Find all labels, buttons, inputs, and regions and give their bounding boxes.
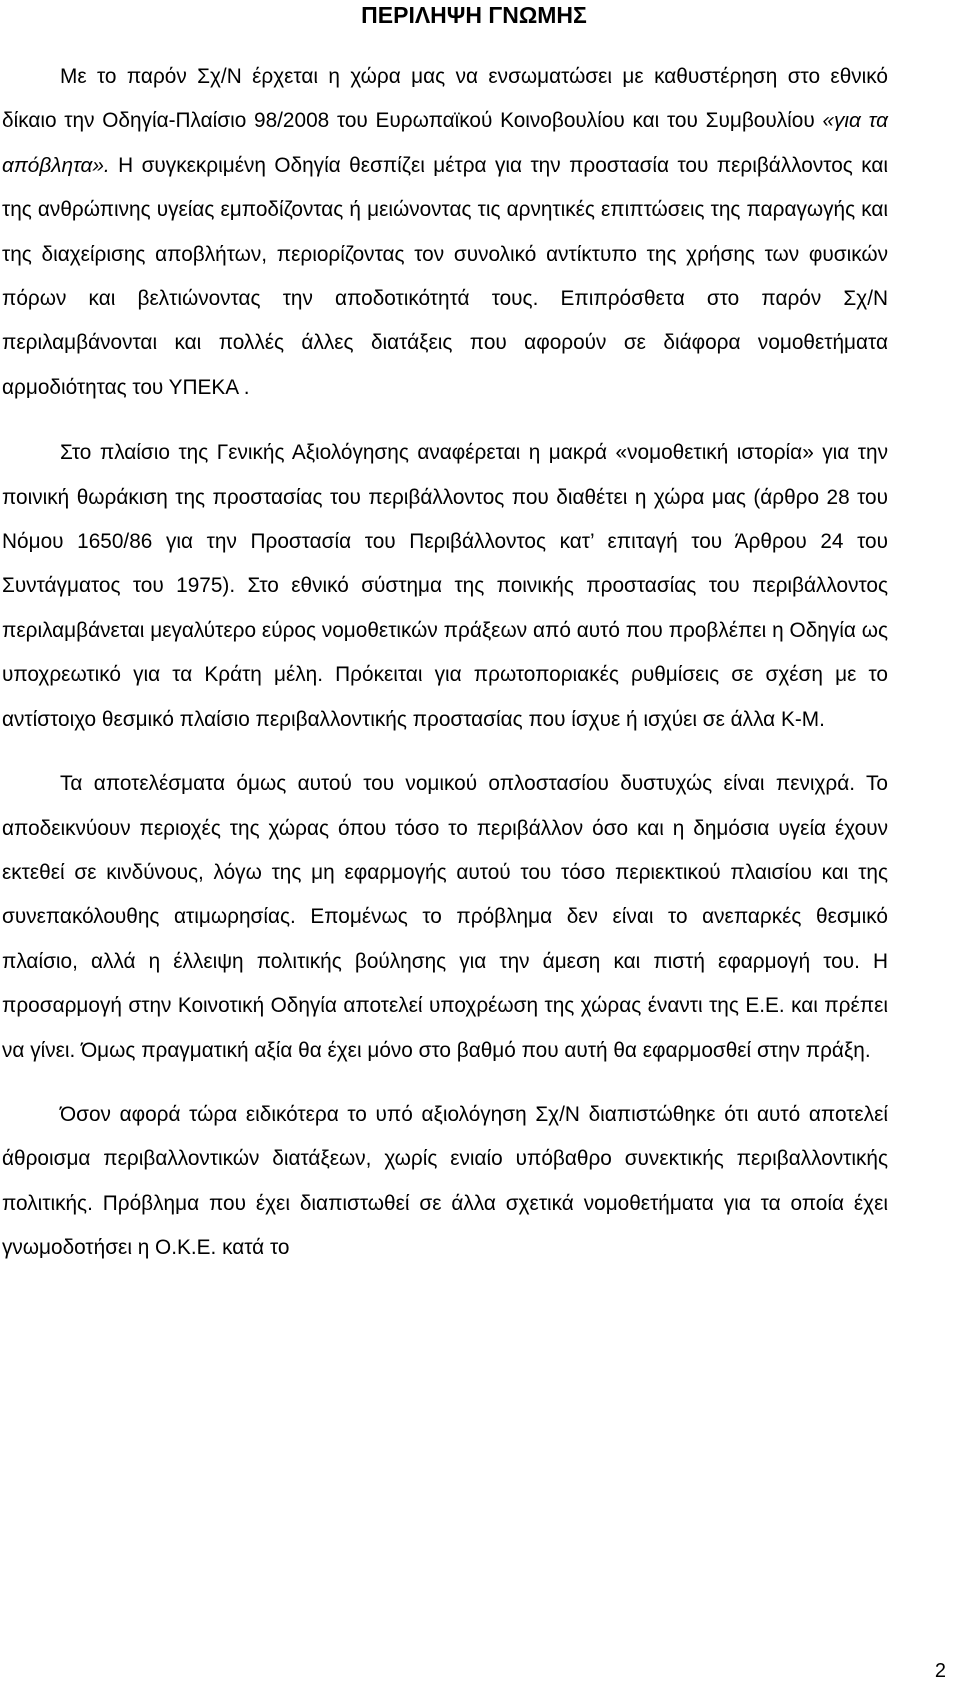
- paragraph-3: Τα αποτελέσματα όμως αυτού του νομικού οπλοστασίου δυστυχώς είναι πενιχρά. Το αποδεικνύουν περιοχές της χώρας όπου τόσο το περιβάλλον όσο και η δημόσια υγεία έχουν εκτεθεί σε κινδύνους, λόγω της μη εφαρμογής αυτού του τόσο περιεκτικού πλαισίου και της συνεπακόλουθης ατιμωρησίας. Επομένως το πρόβλημα δεν είναι το ανεπαρκές θεσμικό πλαίσιο, αλλά η έλλειψη πολιτικής βούλησης για την άμεση και πιστή εφαρμογή του. Η προσαρμογή στην Κοινοτική Οδηγία αποτελεί υποχρέωση της χώρας έναντι της Ε.Ε. και πρέπει να γίνει. Όμως πραγματική αξία θα έχει μόνο στο βαθμό που αυτή θα εφαρμοσθεί στην πράξη.: [2, 772, 888, 1062]
- page-number: 2: [934, 1660, 946, 1682]
- paragraph-1-text-start: Με το παρόν Σχ/Ν έρχεται η χώρα μας να ενσωματώσει με καθυστέρηση στο εθνικό δίκαιο την Οδηγία-Πλαίσιο 98/2008 του Ευρωπαϊκού Κοινοβουλίου και του Συμβουλίου: [2, 65, 888, 133]
- paragraph-2: Στο πλαίσιο της Γενικής Αξιολόγησης αναφέρεται η μακρά «νομοθετική ιστορία» για την ποινική θωράκιση της προστασίας του περιβάλλοντος που διαθέτει η χώρα μας (άρθρο 28 του Νόμου 1650/86 για την Προστασία του Περιβάλλοντος κατ’ επιταγή του Άρθρου 24 του Συντάγματος του 1975). Στο εθνικό σύστημα της ποινικής προστασίας του περιβάλλοντος περιλαμβάνεται μεγαλύτερο εύρος νομοθετικών πράξεων από αυτό που προβλέπει η Οδηγία ως υποχρεωτικό για τα Κράτη μέλη. Πρόκειται για πρωτοποριακές ρυθμίσεις σε σχέση με το αντίστοιχο θεσμικό πλαίσιο περιβαλλοντικής προστασίας που ίσχυε ή ισχύει σε άλλα Κ-Μ.: [2, 441, 888, 731]
- paragraph-1-text-end: Η συγκεκριμένη Οδηγία θεσπίζει μέτρα για την προστασία του περιβάλλοντος και της ανθρώπινης υγείας εμποδίζοντας ή μειώνοντας τις αρνητικές επιπτώσεις της παραγωγής και της διαχείρισης αποβλήτων, περιορίζοντας τον συνολικό αντίκτυπο της χρήσης των φυσικών πόρων και βελτιώνοντας την αποδοτικότητά τους. Επιπρόσθετα στο παρόν Σχ/Ν περιλαμβάνονται και πολλές άλλες διατάξεις που αφορούν σε διάφορα νομοθετήματα αρμοδιότητας του ΥΠΕΚΑ .: [2, 153, 888, 399]
- paragraph-4: Όσον αφορά τώρα ειδικότερα το υπό αξιολόγηση Σχ/Ν διαπιστώθηκε ότι αυτό αποτελεί άθροισμα περιβαλλοντικών διατάξεων, χωρίς ενιαίο υπόβαθρο συνεκτικής περιβαλλοντικής πολιτικής. Πρόβλημα που έχει διαπιστωθεί σε άλλα σχετικά νομοθετήματα για τα οποία έχει γνωμοδοτήσει η Ο.Κ.Ε. κατά το: [2, 1102, 888, 1260]
- paragraph-1: [2, 55, 888, 410]
- page-title: ΠΕΡΙΛΗΨΗ ΓΝΩΜΗΣ: [361, 2, 587, 28]
- document-body: [2, 55, 888, 1292]
- paragraph-1-italic-quote: «για τα απόβλητα».: [2, 109, 888, 177]
